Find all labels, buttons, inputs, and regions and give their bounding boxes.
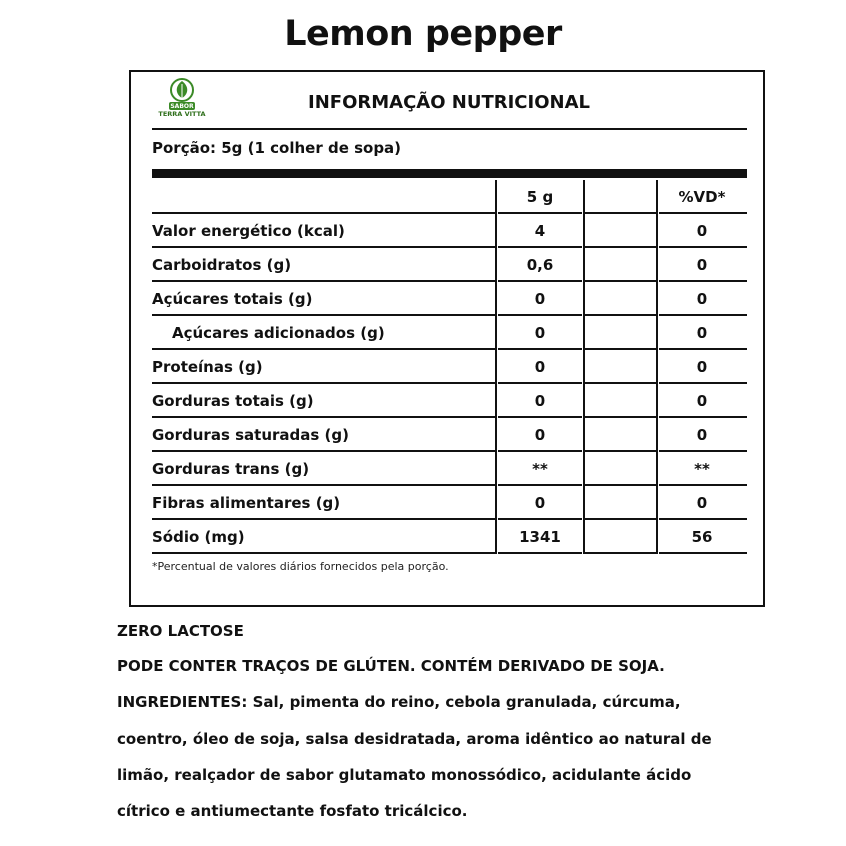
- vd-column-header: %VD*: [678, 188, 726, 206]
- table-row: [152, 418, 747, 452]
- nutrient-amount: 0: [534, 426, 546, 444]
- amount-column-header: 5 g: [526, 188, 554, 206]
- nutrient-name: Proteínas (g): [152, 358, 263, 376]
- logo-top-text: SABOR: [170, 103, 194, 110]
- table-row: [152, 350, 747, 384]
- portion-size: Porção: 5g (1 colher de sopa): [152, 139, 402, 157]
- nutrient-amount: **: [532, 460, 548, 478]
- nutrient-vd: 0: [696, 290, 708, 308]
- ingredients-line: coentro, óleo de soja, salsa desidratada, aroma idêntico ao natural de: [117, 730, 712, 748]
- nutrient-vd: **: [694, 460, 710, 478]
- nutrient-amount: 4: [534, 222, 546, 240]
- nutrient-name: Fibras alimentares (g): [152, 494, 341, 512]
- table-row: [152, 248, 747, 282]
- nutrient-amount: 0: [534, 494, 546, 512]
- product-title: Lemon pepper: [284, 14, 562, 54]
- nutrition-grid: [152, 180, 747, 554]
- lactose-note: ZERO LACTOSE: [117, 622, 244, 640]
- nutrient-name: Sódio (mg): [152, 528, 245, 546]
- nutrient-vd: 0: [696, 222, 708, 240]
- nutrient-amount: 1341: [519, 528, 561, 546]
- nutrient-name: Gorduras saturadas (g): [152, 426, 349, 444]
- nutrition-label: [129, 70, 765, 607]
- nutrient-amount: 0: [534, 290, 546, 308]
- nutrient-name: Gorduras trans (g): [152, 460, 310, 478]
- nutrient-vd: 0: [696, 256, 708, 274]
- table-row: [152, 316, 747, 350]
- nutrient-name: Açúcares totais (g): [152, 290, 313, 308]
- nutrient-name: Carboidratos (g): [152, 256, 292, 274]
- ingredients-line: INGREDIENTES: Sal, pimenta do reino, cebola granulada, cúrcuma,: [117, 693, 681, 711]
- nutrient-name: Valor energético (kcal): [152, 222, 345, 240]
- ingredients-line: cítrico e antiumectante fosfato tricálcico.: [117, 802, 468, 820]
- heading-rule: [152, 128, 747, 130]
- nutrient-vd: 0: [696, 358, 708, 376]
- nutrient-vd: 0: [696, 426, 708, 444]
- nutrient-amount: 0: [534, 324, 546, 342]
- table-row: [152, 214, 747, 248]
- nutrient-amount: 0: [534, 358, 546, 376]
- nutrient-name: Gorduras totais (g): [152, 392, 314, 410]
- ingredients-line: limão, realçador de sabor glutamato monossódico, acidulante ácido: [117, 766, 692, 784]
- nutrient-amount: 0: [534, 392, 546, 410]
- portion-rule: [152, 169, 747, 178]
- table-heading: INFORMAÇÃO NUTRICIONAL: [308, 92, 590, 113]
- table-row: [152, 282, 747, 316]
- header-row: [152, 180, 747, 214]
- allergen-note: PODE CONTER TRAÇOS DE GLÚTEN. CONTÉM DERIVADO DE SOJA.: [117, 657, 665, 675]
- nutrient-name: Açúcares adicionados (g): [172, 324, 385, 342]
- nutrient-vd: 0: [696, 324, 708, 342]
- nutrient-vd: 0: [696, 392, 708, 410]
- nutrient-vd: 56: [691, 528, 713, 546]
- logo-brand-text: TERRA VITTA: [158, 110, 206, 118]
- nutrient-amount: 0,6: [526, 256, 554, 274]
- table-row: [152, 486, 747, 520]
- table-row: [152, 520, 747, 554]
- table-row: [152, 384, 747, 418]
- table-row: [152, 452, 747, 486]
- nutrient-vd: 0: [696, 494, 708, 512]
- footnote: *Percentual de valores diários fornecidos pela porção.: [152, 560, 449, 573]
